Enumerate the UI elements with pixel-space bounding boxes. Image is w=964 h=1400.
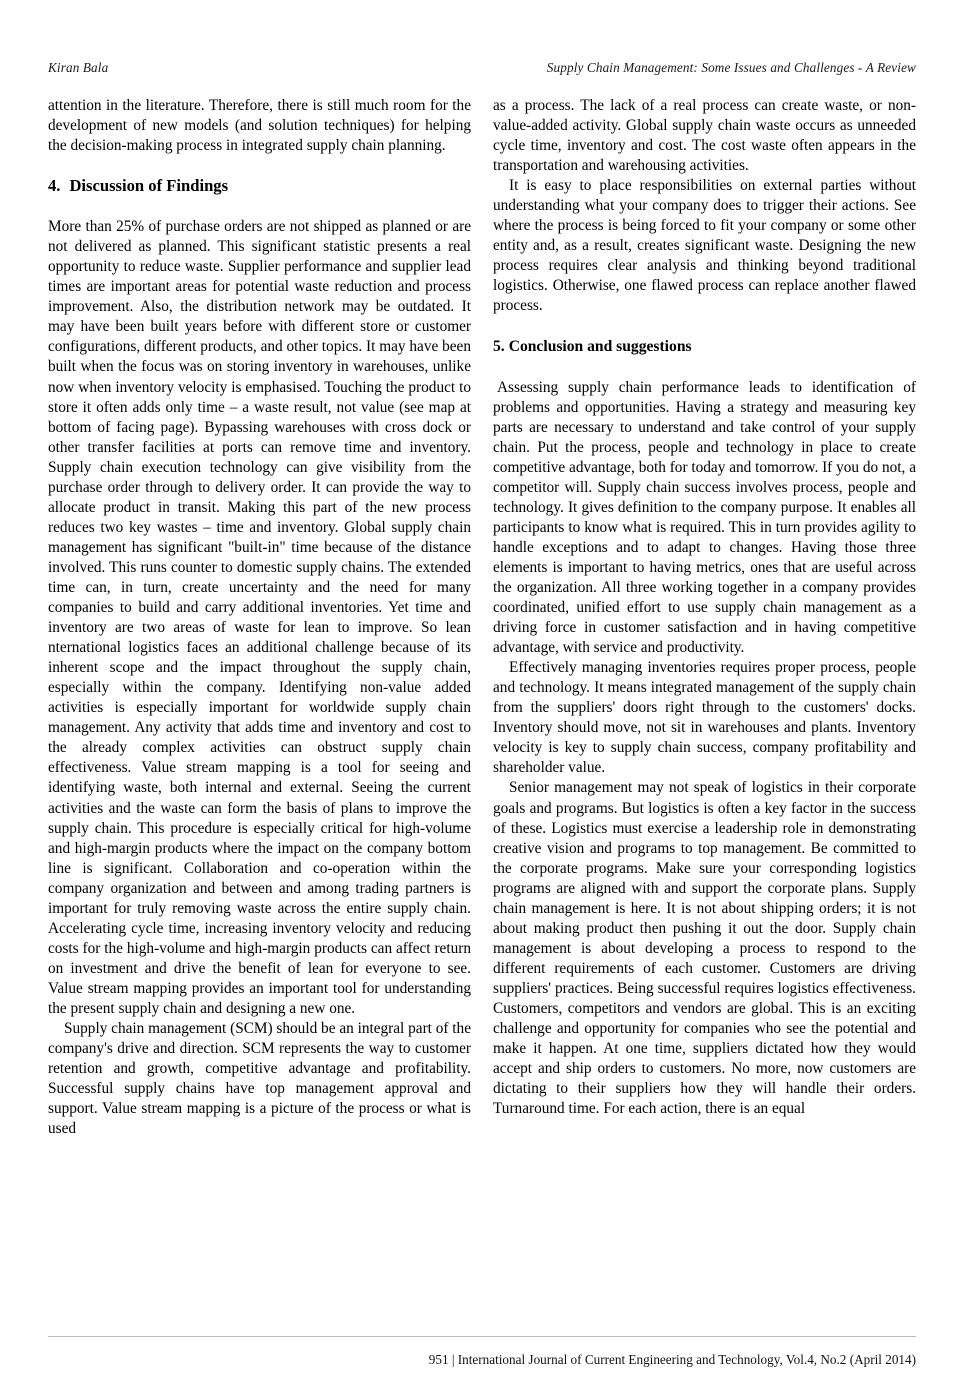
section-heading-number: 4. (48, 176, 61, 196)
right-column (493, 96, 916, 1119)
left-paragraph-1: More than 25% of purchase orders are not shipped as planned or are not delivered as planned. This significant statistic presents a real opportunity to reduce waste. Supplier performance and supplier lead times are important areas for potential waste reduction and process improvement. Also, the distribution network may be outdated. It may have been built years before with different store or customer configurations, different products, and other topics. It may have been built when the focus was on storing inventory in warehouses, unlike now when inventory velocity is emphasised. Touching the product to store it often adds only time – a waste result, not value (see map at bottom of facing page). Bypassing warehouses with cross dock or other transfer facilities at ports can remove time and inventory. Supply chain execution technology can give visibility from the purchase order through to delivery order. It can provide the way to allocate product in transit. Making this part of the new process reduces two key wastes – time and inventory. Global supply chain management has significant "built-in" time because of the distance involved. This runs counter to domestic supply chains. The extended time can, in turn, create uncertainty and the need for many companies to build and carry additional inventories. Yet time and inventory are two areas of waste for lean to improve. So lean nternational logistics faces an additional challenge because of its inherent scope and the impact throughout the supply chain, especially within the company. Identifying non-value added activities is especially important for worldwide supply chain management. Any activity that adds time and inventory and cost to the already complex activities can obstruct supply chain effectiveness. Value stream mapping is a tool for seeing and identifying waste, both internal and external. Seeing the current activities and the waste can form the basis of plans to improve the supply chain. This procedure is especially critical for high-volume and high-margin products where the impact on the company bottom line is significant. Collaboration and co-operation within the company organization and between and among trading partners is important for truly removing waste across the entire supply chain. Accelerating cycle time, increasing inventory velocity and reducing costs for the high-volume and high-margin products can affect return on investment and drive the benefit of lean for everyone to see. Value stream mapping provides an important tool for understanding the present supply chain and designing a new one. (48, 218, 471, 1017)
running-head-title: Supply Chain Management: Some Issues and Challenges - A Review (546, 60, 916, 75)
right-continued-paragraph: as a process. The lack of a real process can create waste, or non-value-added activity. Global supply chain waste occurs as unneeded cycle time, inventory and cost. The cost waste often appears in the transportation and warehousing activities. (493, 97, 916, 175)
section-heading-discussion-of-findings (48, 156, 471, 217)
section-heading-label: Discussion of Findings (69, 176, 229, 196)
left-column (48, 96, 471, 1139)
right-paragraph-1: It is easy to place responsibilities on external parties without understanding what your company does to trigger their actions. See where the process is being forced to fit your company or some other entity and, as a result, creates significant waste. Designing the new process requires clear analysis and thinking beyond traditional logistics. Otherwise, one flawed process can replace another flawed process. (493, 177, 916, 315)
right-paragraph-2: Assessing supply chain performance leads to identification of problems and opportunities. Having a strategy and measuring key parts are necessary to understand and take control of your supply chain. Put the process, people and technology in place to create competitive advantage, both for today and tomorrow. If you do not, a competitor will. Supply chain success involves process, people and technology. It gives definition to the company purpose. It enables all participants to know what is required. This in turn provides agility to handle exceptions and to adapt to changes. Having those three elements is important to having metrics, ones that are useful across the organization. All three working together in a company provides coordinated, unified effort to use supply chain management as a driving force in customer satisfaction and in having competitive advantage, with service and productivity. (493, 378, 916, 657)
running-head-author: Kiran Bala (48, 60, 109, 75)
left-continued-paragraph: attention in the literature. Therefore, there is still much room for the development of new models (and solution techniques) for helping the decision-making process in integrated supply chain planning. (48, 97, 471, 155)
section-heading-conclusion-and-suggestions (493, 317, 916, 378)
footer-divider (48, 1336, 916, 1337)
right-paragraph-3: Effectively managing inventories requires proper process, people and technology. It means integrated management of the supply chain from the suppliers' doors right through to the customers' docks. Inventory should move, not sit in warehouses and plants. Inventory velocity is key to supply chain success, company profitability and shareholder value. (493, 659, 916, 777)
section-heading-label: Conclusion and suggestions (508, 337, 692, 355)
left-paragraph-2: Supply chain management (SCM) should be an integral part of the company's drive and direction. SCM represents the way to customer retention and growth, competitive advantage and profitability. Successful supply chains have top management approval and support. Value stream mapping is a picture of the process or what is used (48, 1020, 471, 1138)
right-paragraph-4: Senior management may not speak of logistics in their corporate goals and programs. But logistics is often a key factor in the success of these. Logistics must exercise a leadership role in demonstrating creative vision and programs to top management. Be committed to the corporate programs. Make sure your corresponding logistics programs are aligned with and support the corporate plans. Supply chain management is here. It is not about shipping orders; it is not about making product then pushing it out the door. Supply chain management is about developing a process to respond to the different requirements of each customer. Customers are driving suppliers' practices. Being successful requires logistics effectiveness. Customers, competitors and vendors are global. This is an exciting challenge and opportunity for companies who see the potential and make it happen. At one time, suppliers dictated how they would accept and ship orders to customers. No more, now customers are dictating to their suppliers how they will handle their orders. Turnaround time. For each action, there is an equal (493, 779, 916, 1118)
body-columns (48, 96, 916, 1312)
running-head (48, 60, 916, 80)
footer-citation: 951 | International Journal of Current Engineering and Technology, Vol.4, No.2 (April 2014) (428, 1352, 916, 1367)
section-heading-number: 5. (493, 337, 505, 355)
page-footer (48, 1336, 916, 1368)
